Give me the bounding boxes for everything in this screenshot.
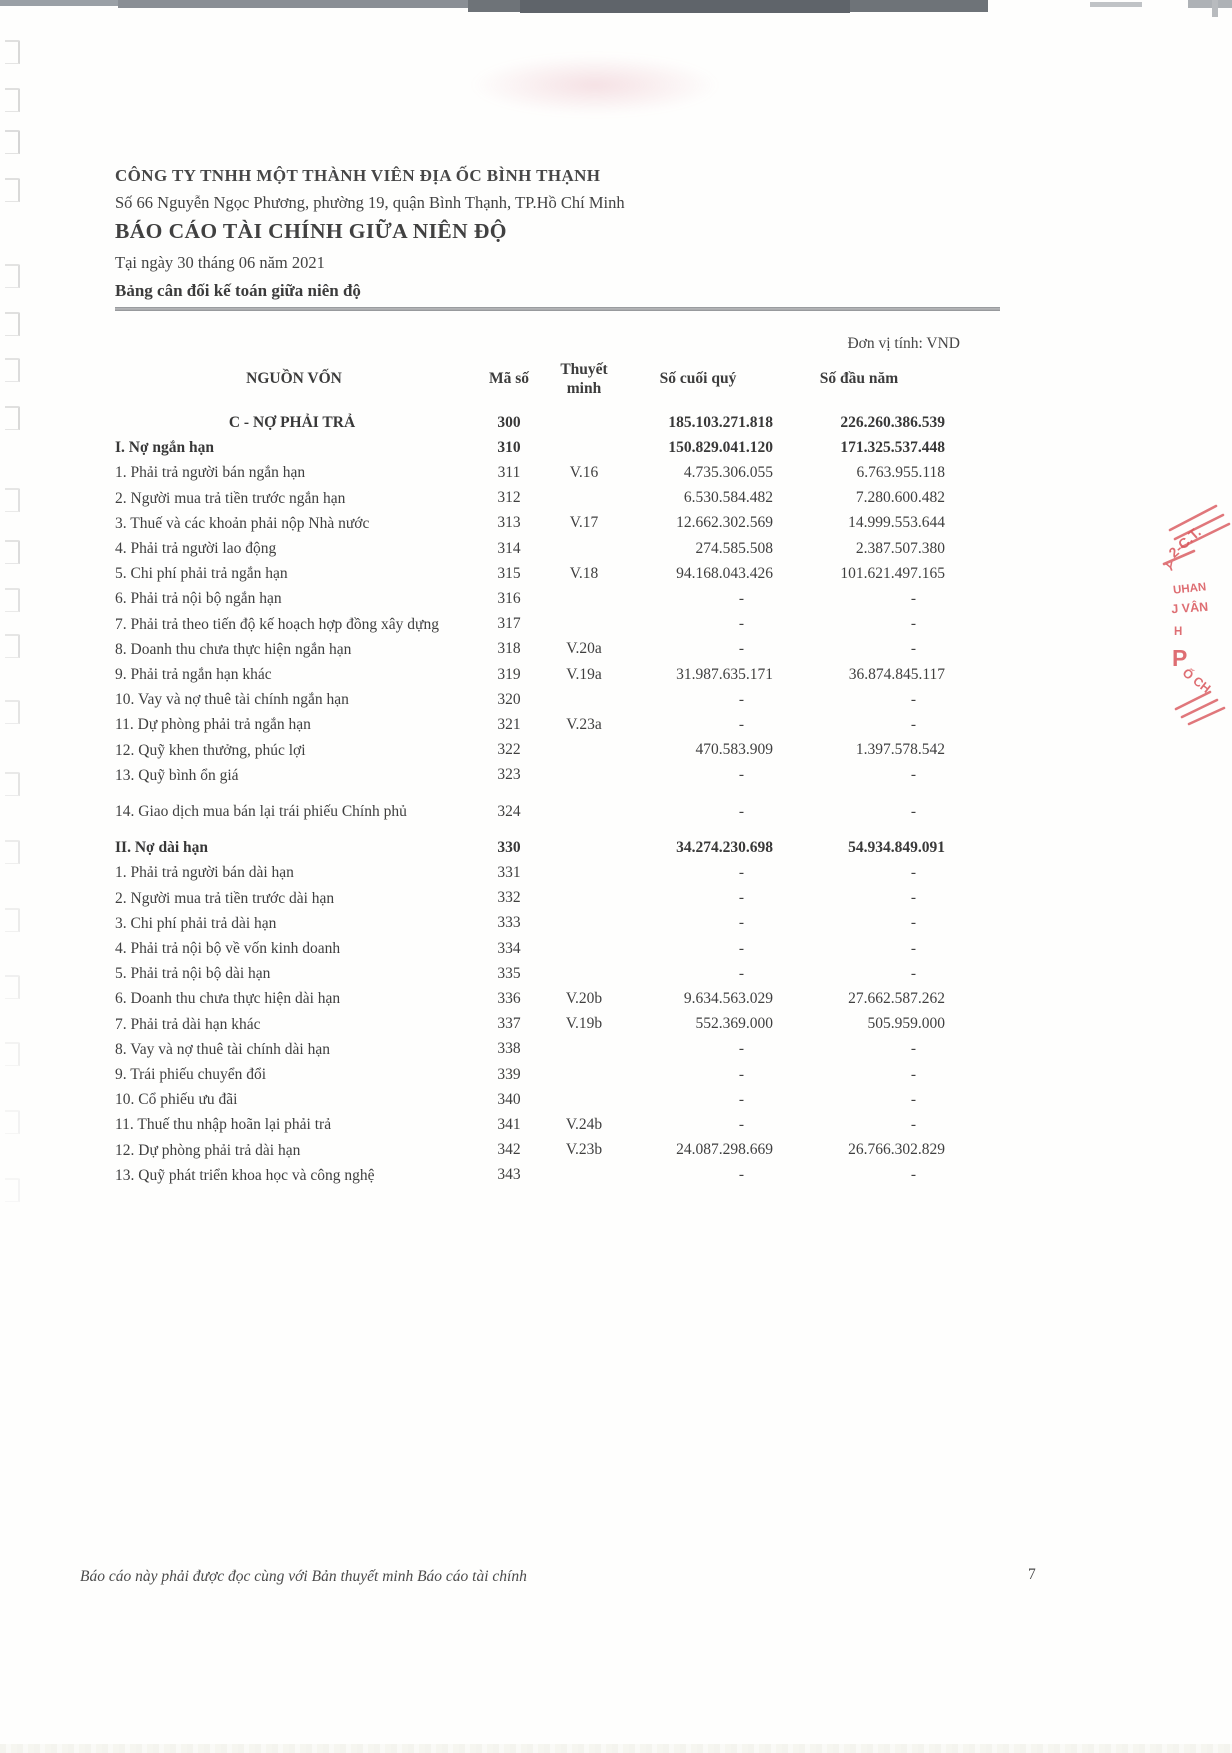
cell-code: 343 xyxy=(497,1166,521,1184)
table-row xyxy=(115,738,960,763)
cell-code: 316 xyxy=(497,590,521,608)
cell-label: 14. Giao dịch mua bán lại trái phiếu Chính phủ xyxy=(115,803,407,821)
cell-begin_y: 2.387.507.380 xyxy=(855,539,945,557)
cell-code: 317 xyxy=(497,615,521,633)
binding-mark xyxy=(5,908,20,932)
table-row xyxy=(115,410,960,435)
document-header xyxy=(115,166,1015,311)
cell-begin_y: - xyxy=(910,716,916,734)
report-date: Tại ngày 30 tháng 06 năm 2021 xyxy=(115,253,325,272)
balance-sheet-table xyxy=(115,356,960,1188)
statement-title: Bảng cân đối kế toán giữa niên độ xyxy=(115,281,361,300)
stamp-text-fragment: Ố CH xyxy=(1179,665,1214,696)
cell-label: 10. Cổ phiếu ưu đãi xyxy=(115,1091,238,1109)
cell-begin_y: 27.662.587.262 xyxy=(848,990,945,1008)
page-number: 7 xyxy=(1028,1566,1036,1583)
cell-note: V.18 xyxy=(569,564,599,582)
binding-mark xyxy=(5,1042,20,1066)
cell-begin_y: - xyxy=(910,802,916,820)
cell-label: 13. Quỹ bình ổn giá xyxy=(115,766,239,784)
cell-label: 4. Phải trả người lao động xyxy=(115,540,277,558)
cell-end_q: - xyxy=(738,914,744,932)
cell-begin_y: - xyxy=(910,690,916,708)
col-header-ma-so: Mã số xyxy=(488,370,530,388)
cell-label: 6. Phải trả nội bộ ngắn hạn xyxy=(115,590,282,608)
table-row xyxy=(115,1112,960,1137)
cell-begin_y: 171.325.537.448 xyxy=(840,438,945,456)
cell-end_q: 150.829.041.120 xyxy=(668,438,773,456)
cell-label: 5. Chi phí phải trả ngắn hạn xyxy=(115,565,288,583)
stamp-text-fragment: J VÂN xyxy=(1170,599,1209,617)
cell-note: V.23a xyxy=(566,716,602,734)
cell-label: 7. Phải trả dài hạn khác xyxy=(115,1015,261,1033)
binding-mark xyxy=(5,178,20,202)
cell-begin_y: - xyxy=(910,615,916,633)
cell-label: 8. Doanh thu chưa thực hiện ngắn hạn xyxy=(115,640,352,658)
col-header-thuyet-minh: Thuyết minh xyxy=(560,360,608,397)
cell-code: 332 xyxy=(497,889,521,907)
stamp-bleed-smudge xyxy=(470,55,720,115)
cell-label: C - NỢ PHẢI TRẢ xyxy=(228,414,356,431)
cell-end_q: - xyxy=(738,1166,744,1184)
cell-end_q: 9.634.563.029 xyxy=(683,990,773,1008)
cell-label: 8. Vay và nợ thuê tài chính dài hạn xyxy=(115,1040,330,1058)
table-row xyxy=(115,961,960,986)
cell-code: 310 xyxy=(497,438,521,456)
cell-code: 312 xyxy=(497,489,521,507)
cell-label: 4. Phải trả nội bộ về vốn kinh doanh xyxy=(115,940,341,958)
table-row xyxy=(115,511,960,536)
scan-artifact-bottom xyxy=(0,1744,1232,1753)
cell-begin_y: - xyxy=(910,1040,916,1058)
table-row xyxy=(115,712,960,737)
cell-begin_y: - xyxy=(910,1090,916,1108)
cell-end_q: - xyxy=(738,615,744,633)
table-row xyxy=(115,486,960,511)
col-header-so-dau-nam: Số đầu năm xyxy=(819,370,899,388)
table-row xyxy=(115,586,960,611)
cell-begin_y: - xyxy=(910,964,916,982)
table-row xyxy=(115,936,960,961)
cell-begin_y: 14.999.553.644 xyxy=(848,514,945,532)
cell-end_q: - xyxy=(738,1040,744,1058)
cell-end_q: 552.369.000 xyxy=(695,1015,773,1033)
cell-end_q: 274.585.508 xyxy=(695,539,773,557)
cell-begin_y: - xyxy=(910,939,916,957)
cell-end_q: 94.168.043.426 xyxy=(676,564,773,582)
cell-begin_y: 7.280.600.482 xyxy=(855,489,945,507)
company-address: Số 66 Nguyễn Ngọc Phương, phường 19, quận Bình Thạnh, TP.Hồ Chí Minh xyxy=(115,193,625,212)
cell-begin_y: - xyxy=(910,864,916,882)
cell-code: 337 xyxy=(497,1015,521,1033)
binding-mark xyxy=(5,700,20,724)
table-row xyxy=(115,911,960,936)
cell-note: V.20b xyxy=(565,990,603,1008)
cell-code: 340 xyxy=(497,1090,521,1108)
cell-end_q: - xyxy=(738,1116,744,1134)
cell-begin_y: 36.874.845.117 xyxy=(848,665,945,683)
company-name: CÔNG TY TNHH MỘT THÀNH VIÊN ĐỊA ỐC BÌNH THẠNH xyxy=(115,166,601,185)
cell-code: 338 xyxy=(497,1040,521,1058)
cell-end_q: - xyxy=(738,640,744,658)
table-row xyxy=(115,435,960,460)
cell-end_q: 24.087.298.669 xyxy=(676,1141,773,1159)
table-row xyxy=(115,860,960,885)
table-row xyxy=(115,886,960,911)
cell-begin_y: - xyxy=(910,1065,916,1083)
cell-code: 322 xyxy=(497,741,521,759)
cell-begin_y: 226.260.386.539 xyxy=(840,413,945,431)
cell-note: V.16 xyxy=(569,464,599,481)
table-row xyxy=(115,687,960,712)
cell-end_q: - xyxy=(738,1065,744,1083)
table-row xyxy=(115,986,960,1011)
cell-label: 7. Phải trả theo tiến độ kế hoạch hợp đồng xây dựng xyxy=(115,615,439,633)
cell-label: II. Nợ dài hạn xyxy=(115,839,209,857)
cell-label: 9. Phải trả ngắn hạn khác xyxy=(115,666,272,684)
cell-code: 300 xyxy=(497,413,521,431)
cell-end_q: 4.735.306.055 xyxy=(683,464,773,481)
table-row xyxy=(115,612,960,637)
cell-note: V.17 xyxy=(569,514,599,532)
balance-sheet-body xyxy=(115,410,960,1188)
table-row xyxy=(115,835,960,860)
stamp-text-fragment: H xyxy=(1174,626,1183,638)
cell-code: 334 xyxy=(497,939,521,957)
cell-end_q: - xyxy=(738,766,744,784)
table-row xyxy=(115,460,960,485)
table-row xyxy=(115,536,960,561)
cell-code: 336 xyxy=(497,990,521,1008)
cell-label: 6. Doanh thu chưa thực hiện dài hạn xyxy=(115,990,341,1008)
cell-begin_y: - xyxy=(910,766,916,784)
cell-label: 1. Phải trả người bán ngắn hạn xyxy=(115,464,306,482)
binding-mark xyxy=(5,975,20,999)
cell-begin_y: 505.959.000 xyxy=(867,1015,945,1033)
table-row xyxy=(115,763,960,788)
cell-end_q: 31.987.635.171 xyxy=(676,665,773,683)
cell-code: 335 xyxy=(497,964,521,982)
cell-label: 13. Quỹ phát triển khoa học và công nghệ xyxy=(115,1166,375,1184)
col-header-so-cuoi-quy: Số cuối quý xyxy=(659,370,737,388)
cell-label: 12. Quỹ khen thưởng, phúc lợi xyxy=(115,741,306,759)
cell-end_q: - xyxy=(738,964,744,982)
cell-end_q: - xyxy=(738,889,744,907)
binding-mark xyxy=(5,488,20,512)
cell-code: 319 xyxy=(497,665,521,683)
cell-begin_y: 101.621.497.165 xyxy=(840,564,945,582)
cell-end_q: 12.662.302.569 xyxy=(676,514,773,532)
cell-code: 339 xyxy=(497,1065,521,1083)
cell-label: 5. Phải trả nội bộ dài hạn xyxy=(115,965,271,983)
table-row xyxy=(115,1062,960,1087)
col-header-nguon-von: NGUỒN VỐN xyxy=(246,370,342,388)
cell-label: 3. Chi phí phải trả dài hạn xyxy=(115,914,277,932)
cell-code: 333 xyxy=(497,914,521,932)
cell-label: 11. Thuế thu nhập hoãn lại phải trả xyxy=(115,1116,332,1134)
cell-code: 331 xyxy=(497,864,521,882)
stamp-text-fragment: UHAN xyxy=(1172,581,1207,597)
stamp-text-fragment: Y xyxy=(1164,558,1177,575)
cell-end_q: 6.530.584.482 xyxy=(683,489,773,507)
cell-end_q: - xyxy=(738,939,744,957)
cell-end_q: 185.103.271.818 xyxy=(668,413,773,431)
binding-mark xyxy=(5,840,20,864)
binding-mark xyxy=(5,130,20,154)
cell-note: V.23b xyxy=(565,1141,603,1159)
cell-note: V.19b xyxy=(565,1015,603,1033)
cell-begin_y: - xyxy=(910,640,916,658)
cell-begin_y: - xyxy=(910,1166,916,1184)
cell-code: 330 xyxy=(497,838,521,856)
cell-end_q: 470.583.909 xyxy=(695,741,773,759)
cell-label: 9. Trái phiếu chuyển đổi xyxy=(115,1066,267,1084)
cell-begin_y: 6.763.955.118 xyxy=(856,464,945,481)
cell-note: V.19a xyxy=(566,665,602,683)
cell-begin_y: - xyxy=(910,590,916,608)
table-row xyxy=(115,637,960,662)
cell-code: 324 xyxy=(497,802,521,820)
table-header-row xyxy=(115,356,960,402)
cell-code: 341 xyxy=(497,1116,521,1134)
cell-begin_y: - xyxy=(910,914,916,932)
cell-code: 311 xyxy=(497,464,521,481)
binding-mark xyxy=(5,406,20,430)
stamp-text-fragment: 2-C.T. xyxy=(1165,523,1204,561)
table-row xyxy=(115,662,960,687)
table-row xyxy=(115,1037,960,1062)
cell-label: 2. Người mua trả tiền trước dài hạn xyxy=(115,889,335,907)
cell-begin_y: 54.934.849.091 xyxy=(848,838,945,856)
company-seal-stamp xyxy=(1128,486,1232,758)
report-title: BÁO CÁO TÀI CHÍNH GIỮA NIÊN ĐỘ xyxy=(115,219,507,243)
cell-code: 318 xyxy=(497,640,521,658)
cell-label: I. Nợ ngắn hạn xyxy=(115,439,215,457)
binding-mark xyxy=(5,634,20,658)
cell-code: 342 xyxy=(497,1141,521,1159)
binding-mark xyxy=(5,772,20,796)
cell-note: V.24b xyxy=(565,1116,603,1134)
table-row xyxy=(115,1012,960,1037)
cell-label: 11. Dự phòng phải trả ngắn hạn xyxy=(115,716,311,734)
table-row xyxy=(115,799,960,824)
cell-code: 321 xyxy=(497,716,521,734)
binding-mark xyxy=(5,1178,20,1202)
table-row xyxy=(115,1138,960,1163)
cell-label: 10. Vay và nợ thuê tài chính ngắn hạn xyxy=(115,691,349,709)
cell-note: V.20a xyxy=(566,640,602,658)
cell-begin_y: - xyxy=(910,1116,916,1134)
cell-end_q: - xyxy=(738,590,744,608)
cell-end_q: - xyxy=(738,1090,744,1108)
cell-end_q: - xyxy=(738,802,744,820)
cell-end_q: - xyxy=(738,716,744,734)
cell-code: 323 xyxy=(497,766,521,784)
cell-label: 2. Người mua trả tiền trước ngắn hạn xyxy=(115,489,346,507)
currency-unit-label: Đơn vị tính: VND xyxy=(847,335,960,352)
binding-mark xyxy=(5,1110,20,1134)
cell-code: 313 xyxy=(497,514,521,532)
cell-code: 320 xyxy=(497,690,521,708)
table-row xyxy=(115,1087,960,1112)
binding-mark xyxy=(5,88,20,112)
cell-label: 12. Dự phòng phải trả dài hạn xyxy=(115,1141,301,1159)
binding-mark xyxy=(5,312,20,336)
cell-begin_y: 26.766.302.829 xyxy=(848,1141,945,1159)
table-row xyxy=(115,1163,960,1188)
cell-end_q: 34.274.230.698 xyxy=(676,838,773,856)
cell-end_q: - xyxy=(738,864,744,882)
footer-note: Báo cáo này phải được đọc cùng với Bản thuyết minh Báo cáo tài chính xyxy=(80,1568,527,1585)
cell-begin_y: 1.397.578.542 xyxy=(855,741,945,759)
binding-mark xyxy=(5,358,20,382)
binding-mark xyxy=(5,588,20,612)
table-row xyxy=(115,561,960,586)
header-divider xyxy=(115,307,1000,311)
binding-mark xyxy=(5,40,20,64)
cell-label: 1. Phải trả người bán dài hạn xyxy=(115,864,294,882)
stamp-text-fragment: P xyxy=(1172,645,1188,671)
cell-end_q: - xyxy=(738,690,744,708)
binding-mark xyxy=(5,264,20,288)
cell-code: 315 xyxy=(497,564,521,582)
cell-label: 3. Thuế và các khoản phải nộp Nhà nước xyxy=(115,514,370,532)
binding-mark xyxy=(5,540,20,564)
cell-begin_y: - xyxy=(910,889,916,907)
cell-code: 314 xyxy=(497,539,521,557)
